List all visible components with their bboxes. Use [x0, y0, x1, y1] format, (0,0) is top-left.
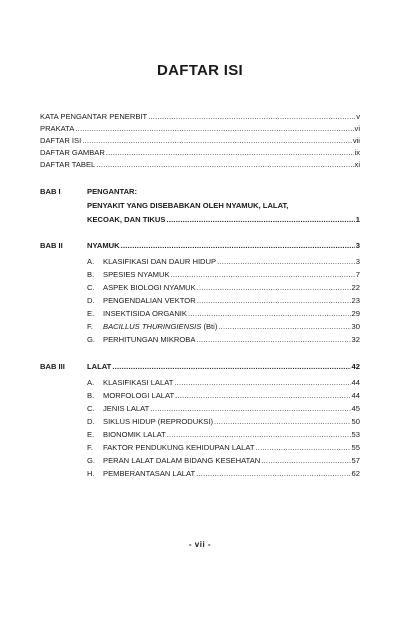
item-letter: B. [87, 391, 95, 400]
leader-dots [82, 136, 352, 146]
toc-entry-label-rest: (Bti) [201, 322, 218, 331]
leader-dots [197, 296, 351, 306]
leader-dots [218, 322, 350, 332]
toc-entry [87, 335, 360, 345]
leader-dots [217, 257, 355, 267]
chapter-label: BAB I [40, 187, 61, 196]
toc-entry [87, 322, 360, 332]
item-letter: E. [87, 430, 95, 439]
leader-dots [112, 362, 350, 372]
toc-entry [87, 257, 360, 267]
chapter-entry [87, 241, 360, 251]
toc-entry-page: vii [352, 136, 360, 145]
chapter-heading: KECOAK, DAN TIKUS [87, 215, 166, 224]
item-letter: C. [87, 283, 95, 292]
toc-entry [40, 148, 360, 158]
chapter-heading: PENGANTAR: [87, 187, 138, 196]
toc-entry-label: KATA PENGANTAR PENERBIT [40, 112, 148, 121]
toc-entry [40, 136, 360, 146]
toc-entry [40, 160, 360, 170]
toc-entry [87, 270, 360, 280]
toc-entry-label [103, 322, 217, 332]
toc-entry-page: 55 [351, 443, 360, 452]
page-title: DAFTAR ISI [156, 62, 244, 79]
toc-entry-label: JENIS LALAT [103, 404, 150, 413]
toc-entry-page: 7 [355, 270, 360, 279]
toc-entry-label: MORFOLOGI LALAT [103, 391, 175, 400]
toc-entry-page: 3 [355, 241, 360, 250]
toc-entry-page: 3 [355, 257, 360, 266]
toc-entry-page: 23 [351, 296, 360, 305]
chapter-entry [87, 362, 360, 372]
leader-dots [121, 241, 355, 251]
leader-dots [188, 309, 351, 319]
leader-dots [255, 443, 350, 453]
item-letter: H. [87, 469, 95, 478]
toc-entry-page: v [356, 112, 360, 121]
item-letter: E. [87, 309, 95, 318]
toc-entry-page: vi [354, 124, 360, 133]
toc-entry-label: PEMBERANTASAN LALAT [103, 469, 196, 478]
toc-entry-page: 42 [351, 362, 360, 371]
toc-entry-page: ix [354, 148, 360, 157]
toc-entry-page: 22 [351, 283, 360, 292]
item-letter: D. [87, 417, 95, 426]
leader-dots [197, 283, 351, 293]
toc-entry-label: DAFTAR ISI [40, 136, 82, 145]
toc-entry [87, 309, 360, 319]
leader-dots [196, 335, 350, 345]
toc-entry-label: PERHITUNGAN MIKROBA [103, 335, 196, 344]
toc-entry [87, 296, 360, 306]
toc-entry [87, 378, 360, 388]
leader-dots [166, 215, 354, 225]
toc-entry-page: 45 [351, 404, 360, 413]
toc-entry-page: 50 [351, 417, 360, 426]
leader-dots [171, 270, 355, 280]
toc-entry-page: 44 [351, 391, 360, 400]
toc-entry [87, 283, 360, 293]
leader-dots [150, 404, 350, 414]
chapter-heading: LALAT [87, 362, 112, 371]
leader-dots [167, 430, 351, 440]
toc-entry-label: PERAN LALAT DALAM BIDANG KESEHATAN [103, 456, 261, 465]
toc-entry-label: SPESIES NYAMUK [103, 270, 170, 279]
item-letter: G. [87, 456, 96, 465]
leader-dots [261, 456, 350, 466]
toc-entry [87, 417, 360, 427]
item-letter: B. [87, 270, 95, 279]
leader-dots [214, 417, 351, 427]
item-letter: D. [87, 296, 95, 305]
toc-entry-page: 53 [351, 430, 360, 439]
toc-entry [87, 404, 360, 414]
toc-entry [87, 456, 360, 466]
item-letter: G. [87, 335, 96, 344]
toc-entry-label: DAFTAR TABEL [40, 160, 96, 169]
toc-entry-page: 1 [355, 215, 360, 224]
item-letter: F. [87, 443, 93, 452]
toc-entry-label: SIKLUS HIDUP (REPRODUKSI) [103, 417, 213, 426]
toc-entry-label: BIONOMIK LALAT [103, 430, 166, 439]
chapter-entry [87, 215, 360, 225]
page-number: - vii - [188, 540, 212, 549]
toc-entry-label: KLASIFIKASI LALAT [103, 378, 174, 387]
toc-entry-page: xi [354, 160, 360, 169]
toc-entry [87, 391, 360, 401]
toc-entry [40, 112, 360, 122]
toc-entry-page: 62 [351, 469, 360, 478]
toc-entry [87, 430, 360, 440]
toc-entry-label: PENGENDALIAN VEKTOR [103, 296, 196, 305]
toc-entry-label: FAKTOR PENDUKUNG KEHIDUPAN LALAT [103, 443, 255, 452]
toc-entry [87, 443, 360, 453]
toc-entry-label: PRAKATA [40, 124, 75, 133]
toc-entry-page: 29 [351, 309, 360, 318]
chapter-label: BAB II [40, 241, 63, 250]
leader-dots [75, 124, 353, 134]
toc-entry-page: 32 [351, 335, 360, 344]
item-letter: C. [87, 404, 95, 413]
chapter-label: BAB III [40, 362, 65, 371]
chapter-heading: NYAMUK [87, 241, 120, 250]
leader-dots [196, 469, 350, 479]
toc-entry-page: 44 [351, 378, 360, 387]
toc-entry-label-italic: BACILLUS THURINGIENSIS [103, 322, 202, 331]
leader-dots [106, 148, 354, 158]
toc-entry-label: INSEKTISIDA ORGANIK [103, 309, 187, 318]
toc-entry-page: 57 [351, 456, 360, 465]
leader-dots [96, 160, 353, 170]
leader-dots [175, 391, 350, 401]
toc-entry-label: KLASIFIKASI DAN DAUR HIDUP [103, 257, 217, 266]
toc-entry [87, 469, 360, 479]
item-letter: A. [87, 257, 95, 266]
leader-dots [174, 378, 350, 388]
toc-entry-label: DAFTAR GAMBAR [40, 148, 105, 157]
toc-entry [40, 124, 360, 134]
chapter-heading: PENYAKIT YANG DISEBABKAN OLEH NYAMUK, LALAT, [87, 201, 289, 210]
toc-entry-label: ASPEK BIOLOGI NYAMUK [103, 283, 196, 292]
item-letter: F. [87, 322, 93, 331]
item-letter: A. [87, 378, 95, 387]
leader-dots [148, 112, 355, 122]
toc-entry-page: 30 [351, 322, 360, 331]
